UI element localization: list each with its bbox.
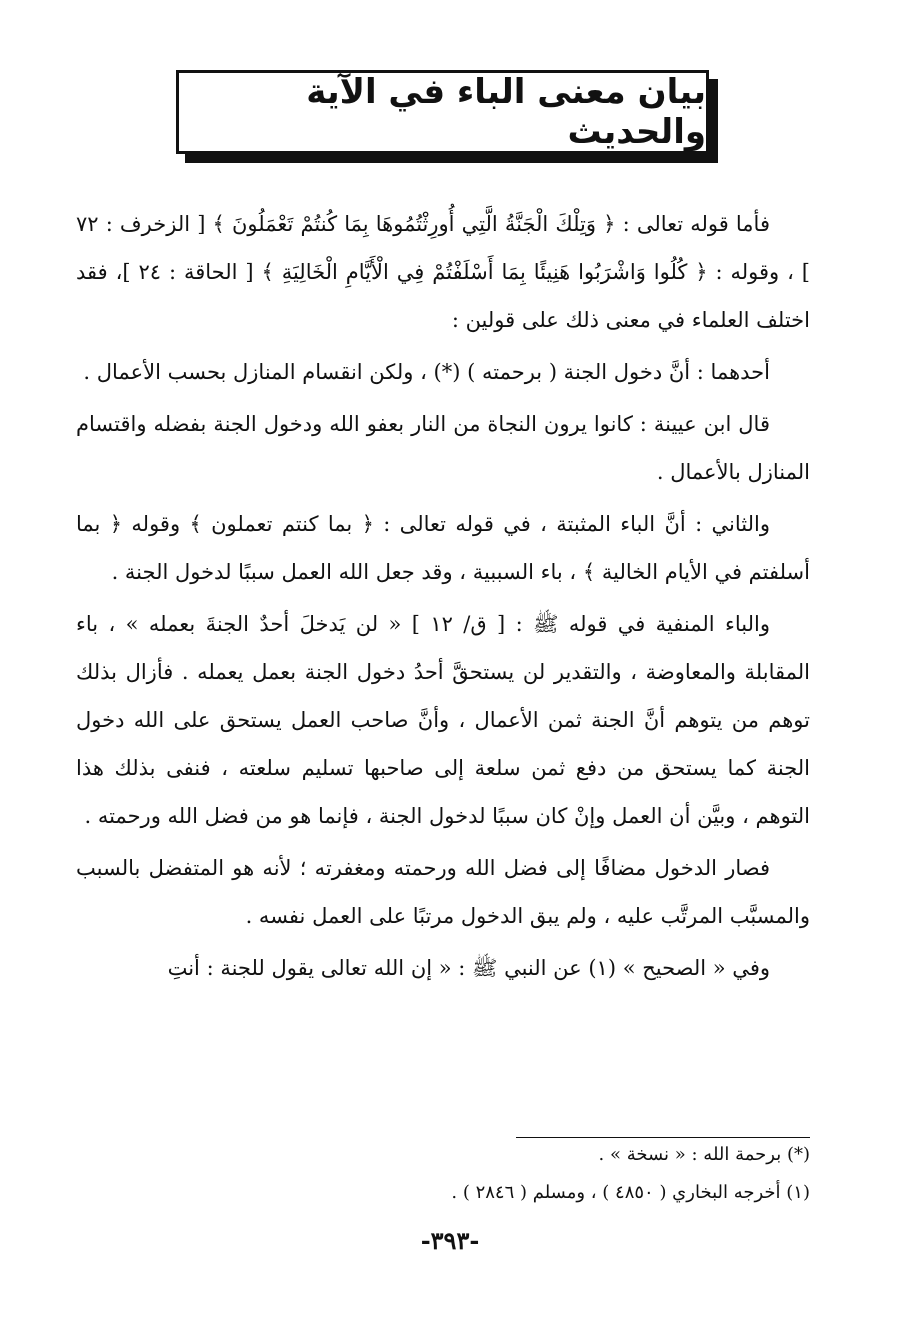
body-text: [76, 200, 810, 996]
paragraph: فأما قوله تعالى : ﴿ وَتِلْكَ الْجَنَّةُ الَّتِي أُورِثْتُمُوهَا بِمَا كُنتُمْ تَعْمَلُونَ ﴾ [ الزخرف : ٧٢ ] ، وقوله : ﴿ كُلُوا وَاشْرَبُوا هَنِيئًا بِمَا أَسْلَفْتُمْ فِي الْأَيَّامِ الْخَالِيَةِ ﴾ [ الحاقة : ٢٤ ]، فقد اختلف العلماء في معنى ذلك على قولين :: [76, 212, 811, 332]
paragraph: فصار الدخول مضافًا إلى فضل الله ورحمته ومغفرته ؛ لأنه هو المتفضل بالسبب والمسبَّب المرتَّب عليه ، ولم يبق الدخول مرتبًا على العمل نفسه .: [76, 856, 810, 928]
title-box: [176, 70, 709, 154]
paragraph: وفي « الصحيح » (١) عن النبي ﷺ : « إن الله تعالى يقول للجنة : أنتِ: [167, 956, 770, 980]
footnote: (*) برحمة الله : « نسخة » .: [598, 1144, 810, 1165]
paragraph: قال ابن عيينة : كانوا يرون النجاة من النار بعفو الله ودخول الجنة بفضله واقتسام المنازل بالأعمال .: [76, 412, 810, 484]
page-title: بيان معنى الباء في الآية والحديث: [306, 72, 706, 152]
paragraph: والثاني : أنَّ الباء المثبتة ، في قوله تعالى : ﴿ بما كنتم تعملون ﴾ وقوله ﴿ بما أسلفتم في الأيام الخالية ﴾ ، باء السببية ، وقد جعل الله العمل سببًا لدخول الجنة .: [76, 512, 810, 584]
paragraph: والباء المنفية في قوله ﷺ : [ ق/ ١٢ ] « لن يَدخلَ أحدٌ الجنةَ بعمله » ، باء المقابلة والمعاوضة ، والتقدير لن يستحقَّ أحدُ دخول الجنة بعمل يعمله . فأزال بذلك توهم من يتوهم أنَّ الجنة ثمن الأعمال ، وأنَّ صاحب العمل يستحق على الله دخول الجنة كما يستحق من دفع ثمن سلعة إلى صاحبها تسليم سلعته ، فنفى بذلك هذا التوهم ، وبيَّن أن العمل وإنْ كان سببًا لدخول الجنة ، فإنما هو من فضل الله ورحمته .: [76, 612, 810, 828]
paragraph: أحدهما : أنَّ دخول الجنة ( برحمته ) (*) ، ولكن انقسام المنازل بحسب الأعمال .: [83, 360, 770, 384]
footnote: (١) أخرجه البخاري ( ٤٨٥٠ ) ، ومسلم ( ٢٨٤٦ ) .: [451, 1182, 810, 1203]
footnotes: [76, 1136, 810, 1212]
page-number: -٣٩٣-: [420, 1226, 480, 1255]
